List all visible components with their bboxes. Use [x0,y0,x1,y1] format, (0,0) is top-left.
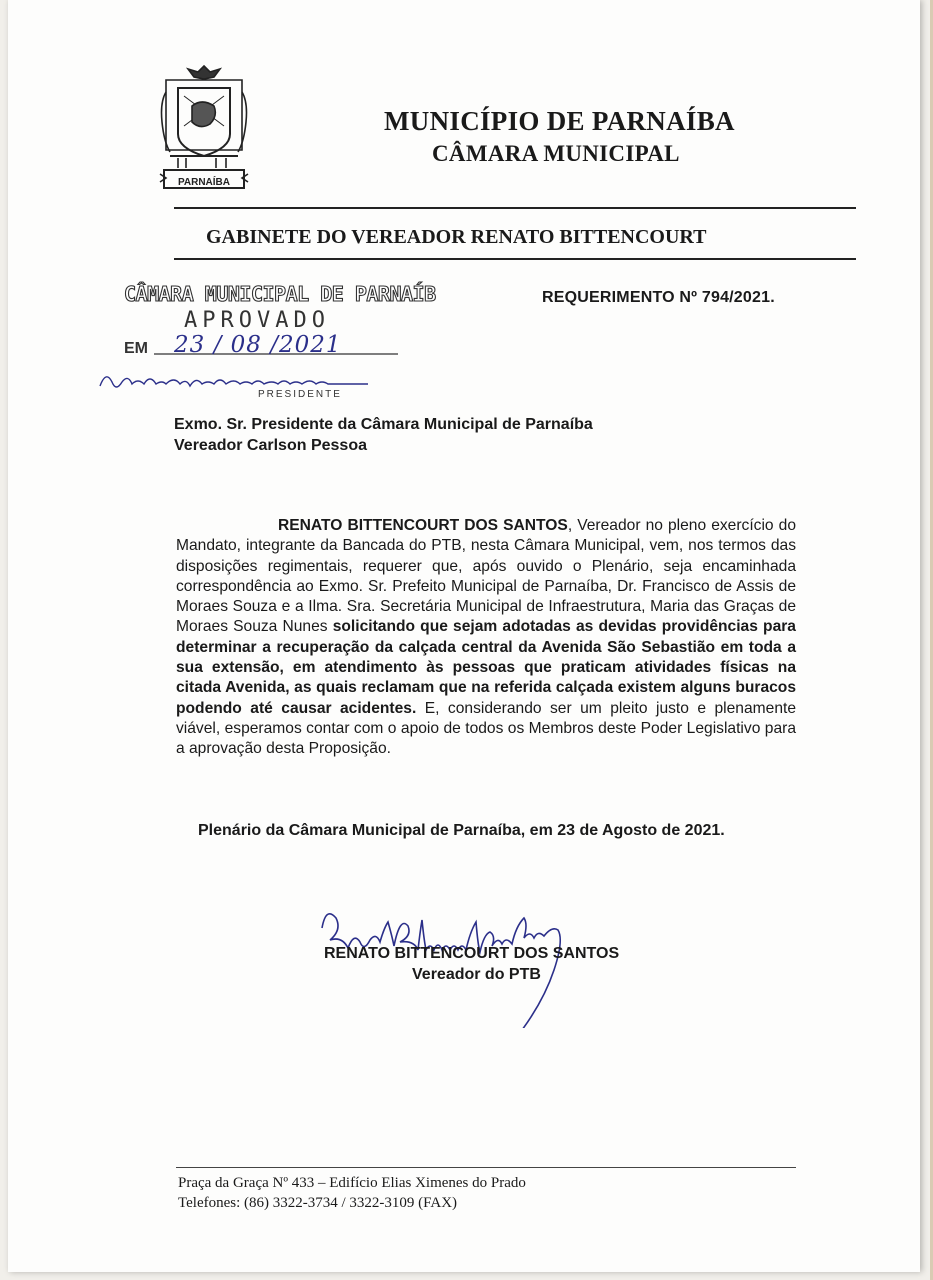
coat-of-arms-icon [156,62,252,202]
signatory-name: RENATO BITTENCOURT DOS SANTOS [324,945,620,962]
footer-address: Praça da Graça Nº 433 – Edifício Elias Ximenes do Prado [178,1175,526,1191]
municipality-title: MUNICÍPIO DE PARNAÍBA [384,106,735,136]
author-name: RENATO BITTENCOURT DOS SANTOS [278,517,568,534]
header-divider-top [174,207,856,209]
footer-phones: Telefones: (86) 3322-3734 / 3322-3109 (FAX) [178,1195,458,1211]
header-divider-bottom [174,258,856,260]
document-page [8,0,920,1272]
addressee-line1: Exmo. Sr. Presidente da Câmara Municipal de Parnaíba [174,416,593,433]
addressee-line2: Vereador Carlson Pessoa [174,437,367,454]
stamp-chamber-name: CÂMARA MUNICIPAL DE PARNAÍB [124,282,436,306]
approval-stamp [124,282,436,402]
body-request-bold: solicitando que sejam adotadas as devidas providências para determinar a recuperação da calçada central da Avenida São Sebastião em toda a sua extensão, em atendimento às pessoas que praticam atividades físicas na citada Avenida, as quais reclamam que na referida calçada existem alguns buracos podendo até causar acidentes. [176,618,796,717]
body-part1: , Vereador no pleno exercício do Mandato, integrante da Bancada do PTB, nesta Câmara Municipal, vem, nos termos das disposições regimentais, requerer que, após ouvido o Plenário, seja encaminhada correspondência ao Exmo. Sr. Prefeito Municipal de Parnaíba, Dr. Francisco de Assis de Moraes Souza e a Ilma. Sra. Secretária Municipal de Infraestrutura, Maria das Graças de Moraes Souza Nunes [176,517,796,636]
body-part2: E, considerando ser um pleito justo e plenamente viável, esperamos contar com o apoio de todos os Membros deste Poder Legislativo para a aprovação desta Proposição. [176,699,796,758]
closing-line: Plenário da Câmara Municipal de Parnaíba, em 23 de Agosto de 2021. [198,822,725,839]
stamp-status: APROVADO [184,308,330,333]
stamp-em-label: EM [124,340,148,357]
request-number: REQUERIMENTO Nº 794/2021. [542,289,775,306]
footer [178,1173,526,1213]
signatory-role: Vereador do PTB [412,966,541,983]
request-body [176,516,796,760]
addressee-block [174,414,593,456]
office-title: GABINETE DO VEREADOR RENATO BITTENCOURT [206,226,707,248]
stamp-role: PRESIDENTE [258,389,342,400]
stamp-date: 23 / 08 /2021 [174,332,342,358]
chamber-title: CÂMARA MUNICIPAL [432,141,680,166]
footer-divider [176,1167,796,1168]
crest-label: PARNAÍBA [177,177,231,188]
